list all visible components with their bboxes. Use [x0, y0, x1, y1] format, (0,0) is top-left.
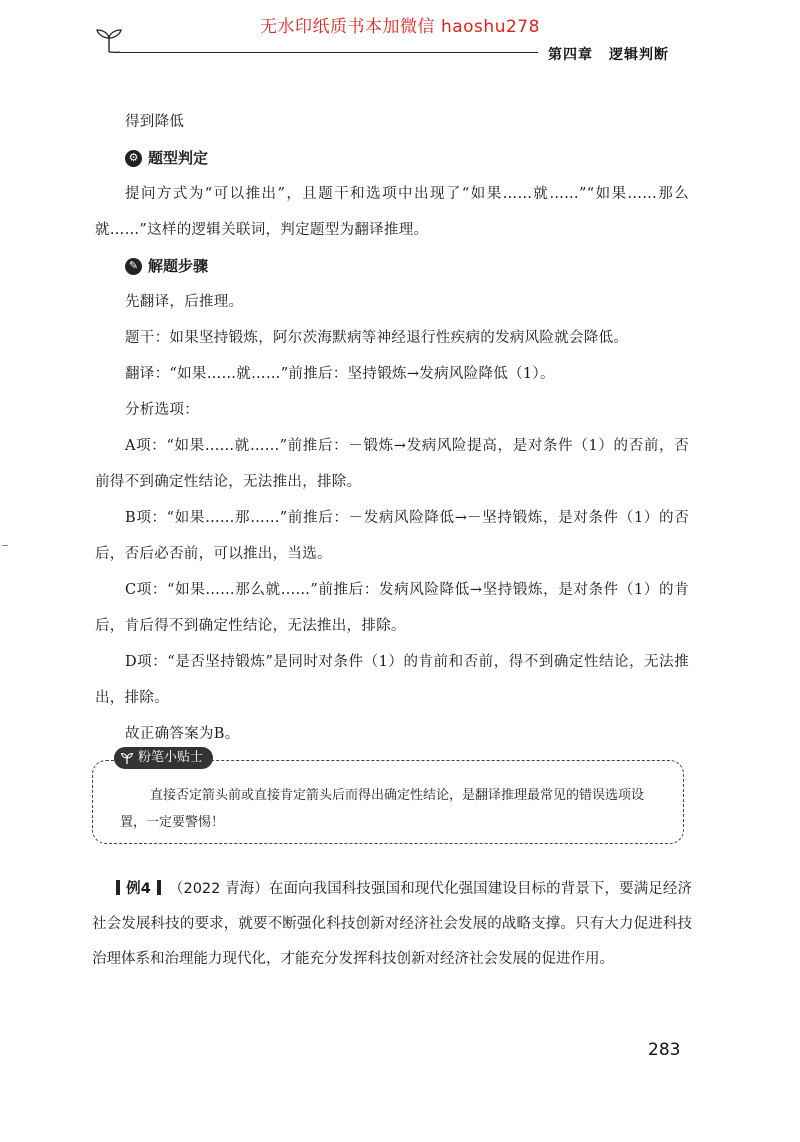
example-text: （2022 青海）在面向我国科技强国和现代化强国建设目标的背景下，要满足经济社会发展科技的要求，就要不断强化科技创新对经济社会发展的战略支撑。只有大力促进科技治理体系和治理能力现代化，才能充分发挥科技创新对经济社会发展的促进作用。	[92, 881, 692, 967]
heading-type-label: 题型判定	[148, 149, 209, 167]
example-paragraph	[92, 872, 692, 977]
example-label: 例4	[126, 881, 151, 897]
translation-paragraph: 翻译：“如果……就……”前推后：坚持锻炼→发病风险降低（1）。	[125, 366, 555, 382]
tip-text: 直接否定箭头前或直接肯定箭头后而得出确定性结论，是翻译推理最常见的错误选项设置，一定要警惕！	[120, 788, 645, 830]
main-content	[95, 104, 689, 752]
continued-text: 得到降低	[125, 114, 185, 130]
margin-mark	[2, 545, 8, 546]
example-marker-left	[116, 880, 120, 895]
gear-icon: ⚙	[125, 150, 142, 167]
tip-title: 粉笔小贴士	[138, 750, 204, 765]
sprout-icon	[120, 751, 134, 765]
answer-paragraph: 故正确答案为B。	[125, 726, 240, 742]
header-rule	[120, 52, 538, 53]
analyze-label: 分析选项：	[125, 402, 199, 418]
option-a: A项：“如果……就……”前推后：－锻炼→发病风险提高，是对条件（1）的否前，否前得不到确定性结论，无法推出，排除。	[95, 438, 689, 490]
example-marker-right	[157, 880, 161, 895]
page-number: 283	[648, 1040, 681, 1060]
section-label: 逻辑判断	[609, 47, 669, 63]
option-b: B项：“如果……那……”前推后：－发病风险降低→－坚持锻炼，是对条件（1）的否后，否后必否前，可以推出，当选。	[95, 510, 689, 562]
option-d: D项：“是否坚持锻炼”是同时对条件（1）的肯前和否前，得不到确定性结论，无法推出，排除。	[95, 654, 689, 706]
heading-type	[95, 140, 689, 176]
heading-steps	[95, 248, 689, 284]
chapter-label: 第四章	[548, 47, 593, 63]
watermark-text: 无水印纸质书本加微信 haoshu278	[260, 17, 540, 37]
option-c: C项：“如果……那么就……”前推后：发病风险降低→坚持锻炼，是对条件（1）的肯后，肯后得不到确定性结论，无法推出，排除。	[95, 582, 689, 634]
running-header	[548, 44, 669, 64]
type-paragraph: 提问方式为“可以推出”，且题干和选项中出现了“如果……就……”“如果……那么就……”这样的逻辑关联词，判定题型为翻译推理。	[95, 186, 689, 238]
sprout-icon	[93, 28, 125, 54]
heading-steps-label: 解题步骤	[148, 257, 209, 275]
tip-title-badge	[114, 747, 213, 769]
pen-icon: ✎	[125, 258, 142, 275]
stem-paragraph: 题干：如果坚持锻炼，阿尔茨海默病等神经退行性疾病的发病风险就会降低。	[125, 330, 629, 346]
steps-intro: 先翻译，后推理。	[125, 294, 244, 310]
